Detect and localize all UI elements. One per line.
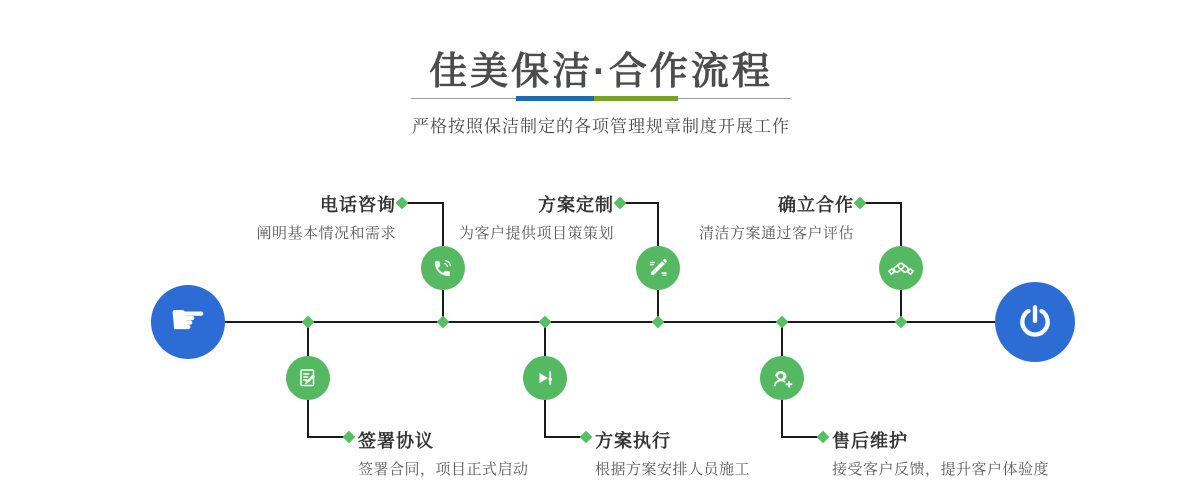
page-title: 佳美保洁·合作流程 [429, 51, 773, 93]
timeline-start-node [151, 285, 225, 359]
document-sign-icon [296, 366, 320, 390]
handshake-icon [888, 255, 914, 281]
divider-blue-segment [516, 96, 594, 101]
step-label-top [156, 191, 396, 243]
junction-diamond [302, 316, 315, 329]
step-label-top [614, 191, 854, 243]
step-desc: 根据方案安排人员施工 [595, 461, 751, 478]
step-desc: 清洁方案通过客户评估 [698, 225, 854, 242]
step-title: 签署协议 [358, 431, 434, 451]
divider-green-segment [594, 96, 678, 101]
step-title: 售后维护 [832, 431, 908, 451]
title-divider [411, 96, 791, 101]
junction-diamond [895, 316, 908, 329]
play-execute-icon [533, 366, 557, 390]
label-diamond [854, 197, 867, 210]
connector-line [307, 436, 347, 438]
step-node-aftersales [760, 356, 804, 400]
junction-diamond [776, 316, 789, 329]
step-desc: 为客户提供项目策策划 [458, 225, 614, 242]
step-title: 电话咨询 [320, 195, 396, 215]
step-title: 方案定制 [538, 195, 614, 215]
step-node-agreement [286, 356, 330, 400]
page-subtitle: 严格按照保洁制定的各项管理规章制度开展工作 [412, 117, 790, 136]
step-desc: 接受客户反馈，提升客户体验度 [832, 461, 1050, 478]
step-desc: 签署合同，项目正式启动 [358, 461, 529, 478]
phone-call-icon [431, 256, 455, 280]
label-diamond [343, 431, 356, 444]
step-node-cooperation [879, 246, 923, 290]
step-desc: 阐明基本情况和需求 [256, 225, 396, 242]
junction-diamond [437, 316, 450, 329]
junction-diamond [652, 316, 665, 329]
step-node-execution [523, 356, 567, 400]
step-label-bottom [358, 427, 598, 479]
step-title: 方案执行 [595, 431, 671, 451]
pencil-design-icon [646, 256, 670, 280]
connector-line [862, 202, 902, 204]
step-title: 确立合作 [778, 195, 854, 215]
step-label-top [374, 191, 614, 243]
junction-diamond [539, 316, 552, 329]
connector-line [900, 202, 902, 248]
timeline-main-line [225, 321, 995, 323]
timeline-end-node [995, 282, 1075, 362]
headset-service-icon [769, 365, 795, 391]
step-label-bottom [832, 427, 1092, 479]
power-icon [1015, 302, 1055, 342]
hand-pointing-right-icon: ☛ [169, 295, 207, 344]
step-node-phone [421, 246, 465, 290]
step-node-design [636, 246, 680, 290]
connector-line [307, 400, 309, 438]
step-label-bottom [595, 427, 835, 479]
